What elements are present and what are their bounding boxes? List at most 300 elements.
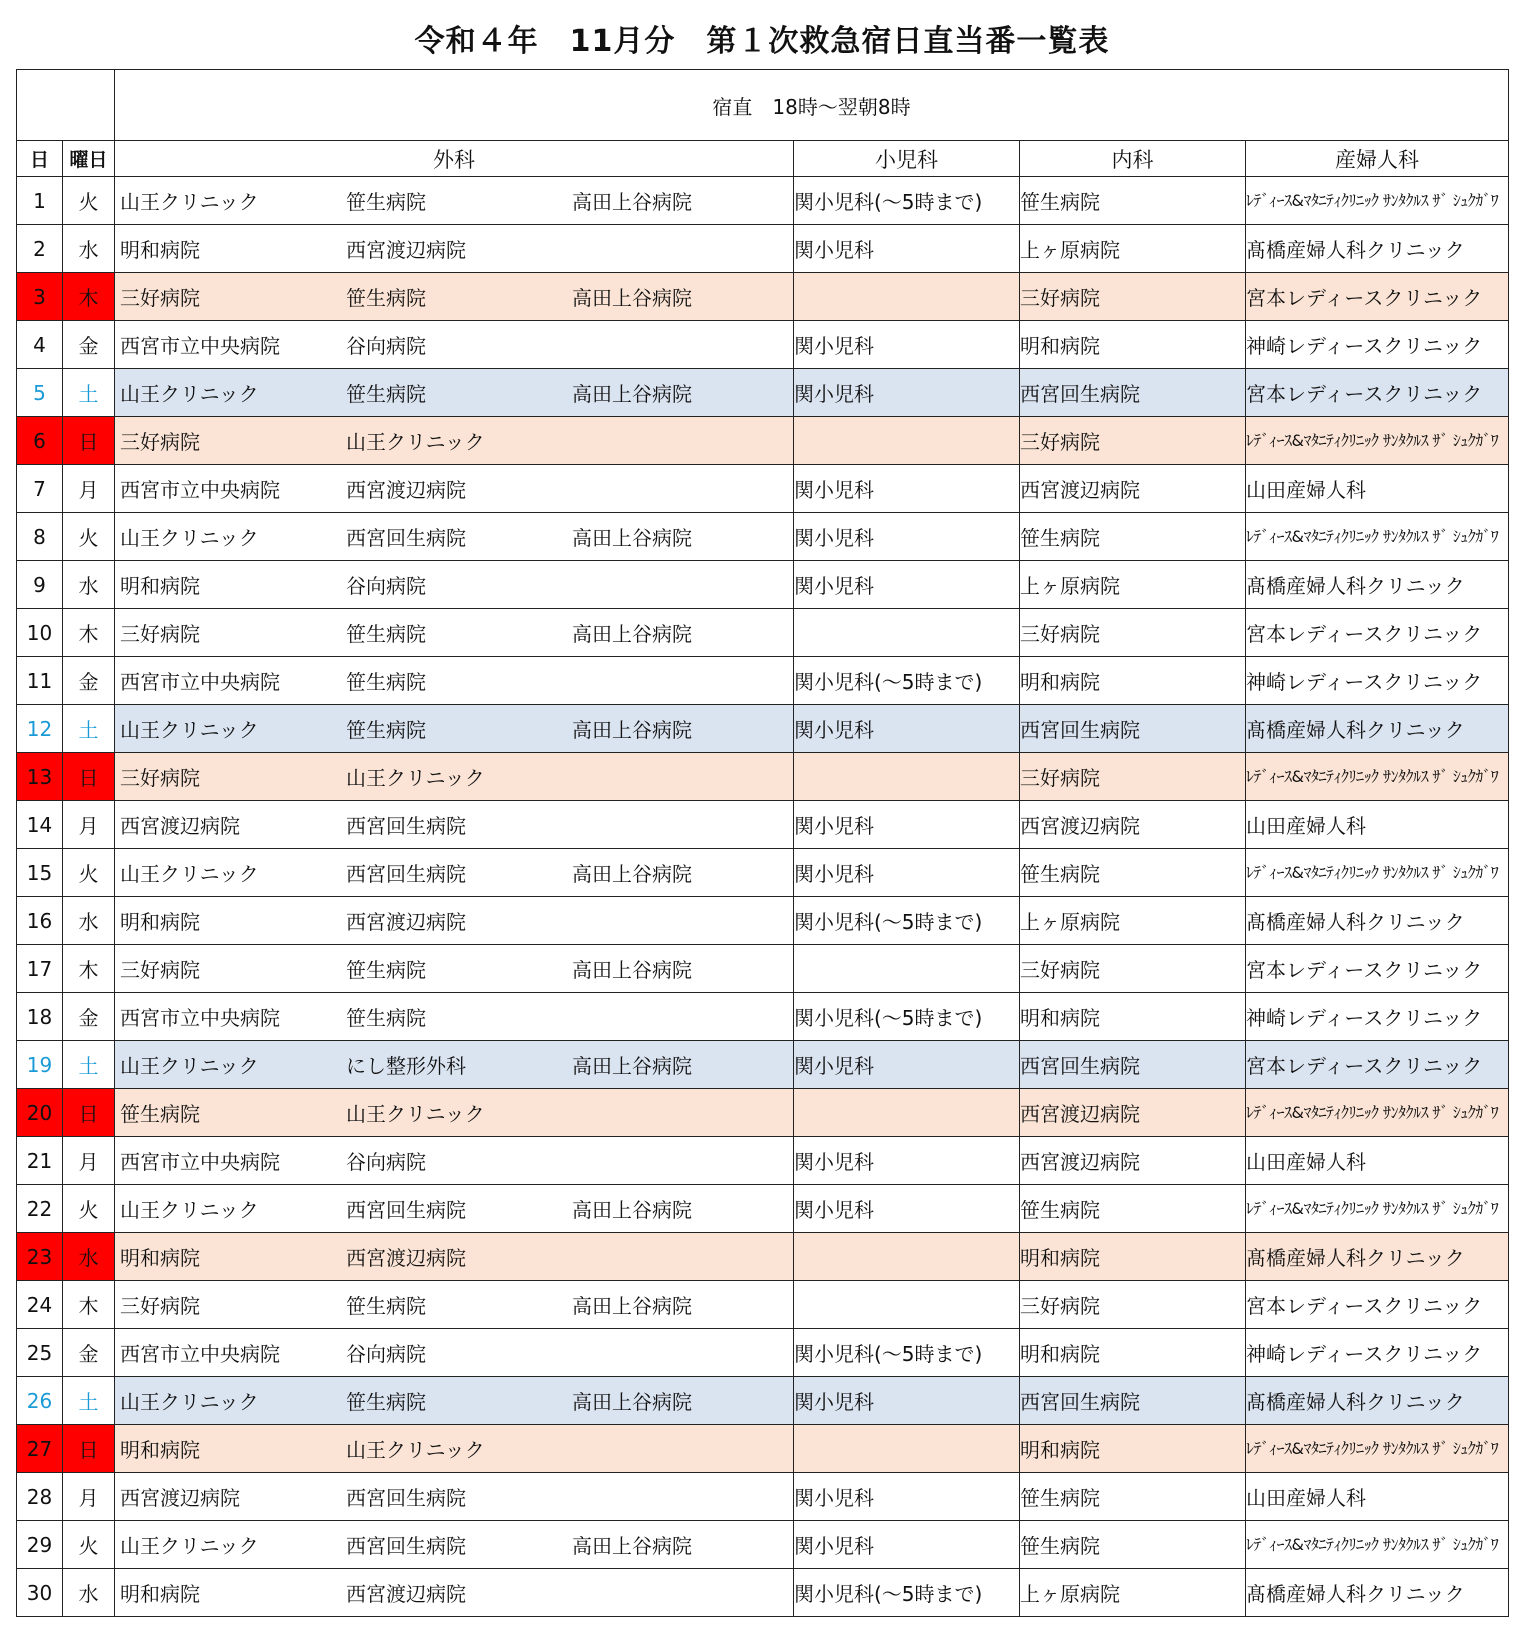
surgery-hospital: 高田上谷病院 — [572, 190, 692, 214]
surgery-hospital: 高田上谷病院 — [572, 286, 692, 310]
obgyn-cell — [1246, 177, 1509, 225]
day-cell: 17 — [17, 945, 63, 993]
surgery-hospital: 高田上谷病院 — [572, 382, 692, 406]
pediatrics-cell: 関小児科(～5時まで) — [794, 657, 1020, 705]
surgery-hospital: 三好病院 — [120, 622, 200, 646]
pediatrics-cell: 関小児科 — [794, 225, 1020, 273]
table-row — [17, 657, 1509, 705]
obgyn-cell — [1246, 1137, 1509, 1185]
pediatrics-cell: 関小児科 — [794, 849, 1020, 897]
pediatrics-cell — [794, 1425, 1020, 1473]
surgery-hospital: 笹生病院 — [346, 382, 426, 406]
obgyn-cell — [1246, 1089, 1509, 1137]
table-row — [17, 321, 1509, 369]
surgery-hospital: 高田上谷病院 — [572, 1054, 692, 1078]
surgery-cell — [115, 1521, 794, 1569]
surgery-hospital — [567, 474, 572, 503]
internal-medicine-cell: 笹生病院 — [1020, 513, 1246, 561]
weekday-cell: 土 — [63, 1041, 115, 1089]
surgery-hospital-list — [115, 1098, 793, 1127]
day-cell: 3 — [17, 273, 63, 321]
weekday-cell: 月 — [63, 801, 115, 849]
day-cell: 25 — [17, 1329, 63, 1377]
day-cell: 8 — [17, 513, 63, 561]
surgery-hospital: 高田上谷病院 — [572, 958, 692, 982]
pediatrics-cell: 関小児科 — [794, 801, 1020, 849]
internal-medicine-cell: 笹生病院 — [1020, 177, 1246, 225]
surgery-hospital: 谷向病院 — [346, 334, 426, 358]
internal-medicine-cell: 三好病院 — [1020, 945, 1246, 993]
obgyn-cell — [1246, 657, 1509, 705]
table-row — [17, 1281, 1509, 1329]
internal-medicine-cell: 上ヶ原病院 — [1020, 561, 1246, 609]
surgery-hospital-list — [115, 906, 793, 935]
surgery-cell — [115, 1185, 794, 1233]
header-pediatrics: 小児科 — [794, 141, 1020, 177]
obgyn-clinic: 宮本レディースクリニック — [1246, 1054, 1483, 1078]
obgyn-clinic: 宮本レディースクリニック — [1246, 286, 1483, 310]
internal-medicine-cell: 上ヶ原病院 — [1020, 225, 1246, 273]
obgyn-cell — [1246, 801, 1509, 849]
obgyn-cell — [1246, 1281, 1509, 1329]
surgery-hospital: 山王クリニック — [120, 190, 259, 214]
obgyn-cell — [1246, 849, 1509, 897]
surgery-cell — [115, 417, 794, 465]
surgery-hospital: 山王クリニック — [120, 526, 259, 550]
surgery-hospital: 西宮市立中央病院 — [120, 1150, 280, 1174]
weekday-cell: 金 — [63, 657, 115, 705]
surgery-hospital: 西宮市立中央病院 — [120, 334, 280, 358]
surgery-hospital: 西宮市立中央病院 — [120, 1342, 280, 1366]
weekday-cell: 水 — [63, 897, 115, 945]
surgery-cell — [115, 1089, 794, 1137]
surgery-hospital: 西宮渡辺病院 — [346, 1246, 466, 1270]
day-cell: 21 — [17, 1137, 63, 1185]
obgyn-cell — [1246, 897, 1509, 945]
internal-medicine-cell: 三好病院 — [1020, 417, 1246, 465]
weekday-cell: 水 — [63, 225, 115, 273]
weekday-cell: 水 — [63, 561, 115, 609]
internal-medicine-cell: 上ヶ原病院 — [1020, 1569, 1246, 1617]
table-row — [17, 1569, 1509, 1617]
weekday-cell: 日 — [63, 1425, 115, 1473]
surgery-hospital: 三好病院 — [120, 430, 200, 454]
page-title: 令和４年 11月分 第１次救急宿日直当番一覧表 — [414, 24, 1110, 59]
surgery-cell — [115, 561, 794, 609]
surgery-hospital: 高田上谷病院 — [572, 1294, 692, 1318]
obgyn-clinic: 神崎レディースクリニック — [1246, 670, 1483, 694]
surgery-hospital: 山王クリニック — [346, 1438, 485, 1462]
internal-medicine-cell: 西宮回生病院 — [1020, 1377, 1246, 1425]
obgyn-clinic: 神崎レディースクリニック — [1246, 1342, 1483, 1366]
surgery-hospital — [567, 1146, 572, 1175]
day-cell: 11 — [17, 657, 63, 705]
table-row — [17, 1329, 1509, 1377]
table-row — [17, 993, 1509, 1041]
surgery-cell — [115, 1233, 794, 1281]
pediatrics-cell: 関小児科 — [794, 1185, 1020, 1233]
surgery-hospital: 山王クリニック — [346, 766, 485, 790]
surgery-hospital: 明和病院 — [120, 910, 200, 934]
pediatrics-cell — [794, 753, 1020, 801]
surgery-hospital-list — [115, 1002, 793, 1031]
surgery-hospital: 山王クリニック — [120, 1390, 259, 1414]
surgery-hospital-list — [115, 762, 793, 791]
day-cell: 26 — [17, 1377, 63, 1425]
header-internal-medicine: 内科 — [1020, 141, 1246, 177]
obgyn-clinic: 山田産婦人科 — [1246, 1150, 1366, 1174]
surgery-hospital — [567, 1098, 572, 1127]
header-weekday: 曜日 — [63, 141, 115, 177]
surgery-cell — [115, 513, 794, 561]
surgery-hospital: 明和病院 — [120, 1582, 200, 1606]
internal-medicine-cell: 西宮渡辺病院 — [1020, 1089, 1246, 1137]
pediatrics-cell: 関小児科(～5時まで) — [794, 897, 1020, 945]
surgery-hospital-list — [115, 282, 793, 311]
surgery-hospital: にし整形外科 — [346, 1054, 466, 1078]
surgery-hospital — [567, 666, 572, 695]
table-row — [17, 849, 1509, 897]
surgery-hospital-list — [115, 1194, 793, 1223]
surgery-hospital: 西宮回生病院 — [346, 526, 466, 550]
surgery-hospital: 山王クリニック — [120, 1198, 259, 1222]
surgery-cell — [115, 993, 794, 1041]
surgery-hospital-list — [115, 618, 793, 647]
day-cell: 6 — [17, 417, 63, 465]
pediatrics-cell: 関小児科 — [794, 1041, 1020, 1089]
internal-medicine-cell: 西宮渡辺病院 — [1020, 801, 1246, 849]
surgery-cell — [115, 753, 794, 801]
shift-header-row — [17, 70, 1509, 141]
header-obgyn: 産婦人科 — [1246, 141, 1509, 177]
pediatrics-cell — [794, 1233, 1020, 1281]
weekday-cell: 日 — [63, 417, 115, 465]
day-cell: 18 — [17, 993, 63, 1041]
weekday-cell: 木 — [63, 609, 115, 657]
internal-medicine-cell: 笹生病院 — [1020, 849, 1246, 897]
surgery-hospital: 山王クリニック — [120, 1534, 259, 1558]
day-cell: 5 — [17, 369, 63, 417]
surgery-hospital: 西宮渡辺病院 — [346, 910, 466, 934]
internal-medicine-cell: 笹生病院 — [1020, 1521, 1246, 1569]
surgery-cell — [115, 177, 794, 225]
surgery-hospital: 西宮回生病院 — [346, 1534, 466, 1558]
column-header-row — [17, 141, 1509, 177]
surgery-hospital — [567, 570, 572, 599]
surgery-hospital: 明和病院 — [120, 1246, 200, 1270]
pediatrics-cell: 関小児科 — [794, 1377, 1020, 1425]
surgery-cell — [115, 1425, 794, 1473]
surgery-hospital: 山王クリニック — [346, 430, 485, 454]
weekday-cell: 土 — [63, 369, 115, 417]
corner-cell — [17, 70, 115, 141]
pediatrics-cell: 関小児科 — [794, 513, 1020, 561]
obgyn-clinic: ﾚﾃﾞｨｰｽ&ﾏﾀﾆﾃｨｸﾘﾆｯｸ ｻﾝﾀｸﾙｽ ｻﾞ ｼｭｸｶﾞﾜ — [1246, 1534, 1499, 1554]
surgery-hospital: 笹生病院 — [346, 286, 426, 310]
obgyn-clinic: 髙橋産婦人科クリニック — [1246, 574, 1465, 598]
surgery-hospital: 笹生病院 — [346, 1294, 426, 1318]
internal-medicine-cell: 明和病院 — [1020, 1329, 1246, 1377]
surgery-hospital-list — [115, 1578, 793, 1607]
surgery-hospital-list — [115, 1530, 793, 1559]
surgery-hospital: 笹生病院 — [346, 622, 426, 646]
internal-medicine-cell: 明和病院 — [1020, 657, 1246, 705]
surgery-hospital: 高田上谷病院 — [572, 1390, 692, 1414]
weekday-cell: 水 — [63, 1569, 115, 1617]
pediatrics-cell — [794, 1281, 1020, 1329]
internal-medicine-cell: 明和病院 — [1020, 993, 1246, 1041]
surgery-cell — [115, 705, 794, 753]
obgyn-cell — [1246, 417, 1509, 465]
weekday-cell: 火 — [63, 177, 115, 225]
obgyn-clinic: 山田産婦人科 — [1246, 478, 1366, 502]
internal-medicine-cell: 西宮回生病院 — [1020, 369, 1246, 417]
surgery-cell — [115, 1281, 794, 1329]
obgyn-cell — [1246, 1041, 1509, 1089]
internal-medicine-cell: 西宮回生病院 — [1020, 705, 1246, 753]
table-row — [17, 1521, 1509, 1569]
surgery-cell — [115, 273, 794, 321]
pediatrics-cell: 関小児科(～5時まで) — [794, 1329, 1020, 1377]
obgyn-cell — [1246, 369, 1509, 417]
weekday-cell: 日 — [63, 1089, 115, 1137]
internal-medicine-cell: 三好病院 — [1020, 753, 1246, 801]
table-row — [17, 369, 1509, 417]
table-row — [17, 609, 1509, 657]
surgery-hospital-list — [115, 1290, 793, 1319]
weekday-cell: 日 — [63, 753, 115, 801]
surgery-hospital: 高田上谷病院 — [572, 862, 692, 886]
obgyn-cell — [1246, 1329, 1509, 1377]
internal-medicine-cell: 西宮渡辺病院 — [1020, 465, 1246, 513]
table-row — [17, 1089, 1509, 1137]
surgery-hospital-list — [115, 570, 793, 599]
obgyn-clinic: 宮本レディースクリニック — [1246, 1294, 1483, 1318]
weekday-cell: 月 — [63, 1137, 115, 1185]
surgery-hospital — [567, 426, 572, 455]
pediatrics-cell — [794, 1089, 1020, 1137]
surgery-cell — [115, 225, 794, 273]
pediatrics-cell: 関小児科 — [794, 321, 1020, 369]
surgery-hospital — [567, 906, 572, 935]
table-row — [17, 273, 1509, 321]
weekday-cell: 火 — [63, 849, 115, 897]
day-cell: 28 — [17, 1473, 63, 1521]
surgery-hospital: 三好病院 — [120, 766, 200, 790]
obgyn-cell — [1246, 1521, 1509, 1569]
shift-time-label: 宿直 18時～翌朝8時 — [115, 70, 1509, 141]
pediatrics-cell: 関小児科 — [794, 561, 1020, 609]
obgyn-cell — [1246, 561, 1509, 609]
day-cell: 27 — [17, 1425, 63, 1473]
surgery-cell — [115, 945, 794, 993]
pediatrics-cell — [794, 609, 1020, 657]
weekday-cell: 金 — [63, 1329, 115, 1377]
obgyn-cell — [1246, 513, 1509, 561]
obgyn-cell — [1246, 609, 1509, 657]
pediatrics-cell: 関小児科 — [794, 1473, 1020, 1521]
surgery-hospital — [567, 1482, 572, 1511]
surgery-cell — [115, 801, 794, 849]
surgery-hospital: 西宮渡辺病院 — [346, 478, 466, 502]
weekday-cell: 金 — [63, 321, 115, 369]
obgyn-cell — [1246, 465, 1509, 513]
obgyn-clinic: 宮本レディースクリニック — [1246, 958, 1483, 982]
surgery-hospital-list — [115, 666, 793, 695]
surgery-hospital-list — [115, 1242, 793, 1271]
day-cell: 13 — [17, 753, 63, 801]
obgyn-cell — [1246, 1425, 1509, 1473]
internal-medicine-cell: 明和病院 — [1020, 1425, 1246, 1473]
surgery-cell — [115, 465, 794, 513]
table-row — [17, 945, 1509, 993]
surgery-hospital: 西宮回生病院 — [346, 1486, 466, 1510]
pediatrics-cell: 関小児科 — [794, 1521, 1020, 1569]
table-row — [17, 705, 1509, 753]
surgery-hospital-list — [115, 714, 793, 743]
obgyn-cell — [1246, 705, 1509, 753]
day-cell: 29 — [17, 1521, 63, 1569]
surgery-cell — [115, 1137, 794, 1185]
obgyn-clinic: 髙橋産婦人科クリニック — [1246, 1390, 1465, 1414]
weekday-cell: 月 — [63, 1473, 115, 1521]
surgery-cell — [115, 609, 794, 657]
surgery-hospital: 高田上谷病院 — [572, 1534, 692, 1558]
surgery-hospital-list — [115, 234, 793, 263]
header-day: 日 — [17, 141, 63, 177]
obgyn-clinic: ﾚﾃﾞｨｰｽ&ﾏﾀﾆﾃｨｸﾘﾆｯｸ ｻﾝﾀｸﾙｽ ｻﾞ ｼｭｸｶﾞﾜ — [1246, 1102, 1499, 1122]
surgery-hospital — [567, 234, 572, 263]
table-row — [17, 897, 1509, 945]
weekday-cell: 木 — [63, 273, 115, 321]
obgyn-clinic: 髙橋産婦人科クリニック — [1246, 910, 1465, 934]
table-row — [17, 1377, 1509, 1425]
surgery-hospital: 西宮市立中央病院 — [120, 478, 280, 502]
day-cell: 1 — [17, 177, 63, 225]
surgery-cell — [115, 1473, 794, 1521]
surgery-hospital: 谷向病院 — [346, 574, 426, 598]
day-cell: 19 — [17, 1041, 63, 1089]
internal-medicine-cell: 西宮回生病院 — [1020, 1041, 1246, 1089]
pediatrics-cell: 関小児科(～5時まで) — [794, 177, 1020, 225]
surgery-hospital: 西宮回生病院 — [346, 1198, 466, 1222]
surgery-hospital: 西宮渡辺病院 — [346, 1582, 466, 1606]
table-row — [17, 1041, 1509, 1089]
table-row — [17, 465, 1509, 513]
internal-medicine-cell: 西宮渡辺病院 — [1020, 1137, 1246, 1185]
pediatrics-cell: 関小児科 — [794, 465, 1020, 513]
internal-medicine-cell: 明和病院 — [1020, 321, 1246, 369]
table-row — [17, 1425, 1509, 1473]
obgyn-clinic: ﾚﾃﾞｨｰｽ&ﾏﾀﾆﾃｨｸﾘﾆｯｸ ｻﾝﾀｸﾙｽ ｻﾞ ｼｭｸｶﾞﾜ — [1246, 766, 1499, 786]
surgery-hospital — [567, 1338, 572, 1367]
surgery-hospital-list — [115, 858, 793, 887]
day-cell: 24 — [17, 1281, 63, 1329]
surgery-hospital-list — [115, 426, 793, 455]
surgery-hospital: 三好病院 — [120, 1294, 200, 1318]
surgery-cell — [115, 1569, 794, 1617]
surgery-hospital: 山王クリニック — [120, 718, 259, 742]
obgyn-clinic: ﾚﾃﾞｨｰｽ&ﾏﾀﾆﾃｨｸﾘﾆｯｸ ｻﾝﾀｸﾙｽ ｻﾞ ｼｭｸｶﾞﾜ — [1246, 526, 1499, 546]
surgery-cell — [115, 369, 794, 417]
surgery-hospital-list — [115, 330, 793, 359]
table-row — [17, 417, 1509, 465]
surgery-hospital: 西宮回生病院 — [346, 814, 466, 838]
surgery-hospital: 三好病院 — [120, 958, 200, 982]
pediatrics-cell: 関小児科(～5時まで) — [794, 1569, 1020, 1617]
obgyn-clinic: 髙橋産婦人科クリニック — [1246, 1246, 1465, 1270]
weekday-cell: 月 — [63, 465, 115, 513]
surgery-hospital: 三好病院 — [120, 286, 200, 310]
day-cell: 9 — [17, 561, 63, 609]
obgyn-cell — [1246, 1377, 1509, 1425]
day-cell: 7 — [17, 465, 63, 513]
surgery-hospital: 高田上谷病院 — [572, 526, 692, 550]
obgyn-cell — [1246, 1233, 1509, 1281]
surgery-hospital: 谷向病院 — [346, 1150, 426, 1174]
weekday-cell: 火 — [63, 513, 115, 561]
table-row — [17, 753, 1509, 801]
table-row — [17, 1185, 1509, 1233]
internal-medicine-cell: 三好病院 — [1020, 1281, 1246, 1329]
surgery-hospital-list — [115, 186, 793, 215]
pediatrics-cell: 関小児科 — [794, 369, 1020, 417]
table-row — [17, 1233, 1509, 1281]
table-row — [17, 513, 1509, 561]
obgyn-cell — [1246, 273, 1509, 321]
surgery-hospital: 笹生病院 — [120, 1102, 200, 1126]
obgyn-clinic: 神崎レディースクリニック — [1246, 1006, 1483, 1030]
table-row — [17, 561, 1509, 609]
obgyn-clinic: 神崎レディースクリニック — [1246, 334, 1483, 358]
table-row — [17, 1473, 1509, 1521]
surgery-hospital: 西宮市立中央病院 — [120, 1006, 280, 1030]
obgyn-clinic: 髙橋産婦人科クリニック — [1246, 718, 1465, 742]
surgery-hospital: 笹生病院 — [346, 1006, 426, 1030]
obgyn-cell — [1246, 993, 1509, 1041]
obgyn-cell — [1246, 1569, 1509, 1617]
surgery-hospital: 西宮回生病院 — [346, 862, 466, 886]
table-row — [17, 177, 1509, 225]
surgery-cell — [115, 1377, 794, 1425]
surgery-hospital: 高田上谷病院 — [572, 718, 692, 742]
weekday-cell: 木 — [63, 1281, 115, 1329]
surgery-hospital-list — [115, 1338, 793, 1367]
surgery-hospital: 西宮渡辺病院 — [120, 1486, 240, 1510]
weekday-cell: 水 — [63, 1233, 115, 1281]
surgery-hospital-list — [115, 1386, 793, 1415]
surgery-cell — [115, 1041, 794, 1089]
surgery-hospital — [567, 1002, 572, 1031]
obgyn-clinic: ﾚﾃﾞｨｰｽ&ﾏﾀﾆﾃｨｸﾘﾆｯｸ ｻﾝﾀｸﾙｽ ｻﾞ ｼｭｸｶﾞﾜ — [1246, 430, 1499, 450]
surgery-hospital: 西宮市立中央病院 — [120, 670, 280, 694]
header-surgery: 外科 — [115, 141, 794, 177]
pediatrics-cell: 関小児科(～5時まで) — [794, 993, 1020, 1041]
surgery-hospital: 明和病院 — [120, 238, 200, 262]
surgery-hospital — [567, 330, 572, 359]
obgyn-cell — [1246, 1473, 1509, 1521]
surgery-hospital: 笹生病院 — [346, 1390, 426, 1414]
weekday-cell: 金 — [63, 993, 115, 1041]
surgery-hospital: 山王クリニック — [346, 1102, 485, 1126]
pediatrics-cell — [794, 417, 1020, 465]
surgery-cell — [115, 321, 794, 369]
obgyn-clinic: 山田産婦人科 — [1246, 814, 1366, 838]
surgery-hospital — [567, 810, 572, 839]
surgery-hospital: 西宮渡辺病院 — [120, 814, 240, 838]
surgery-hospital: 山王クリニック — [120, 382, 259, 406]
day-cell: 23 — [17, 1233, 63, 1281]
